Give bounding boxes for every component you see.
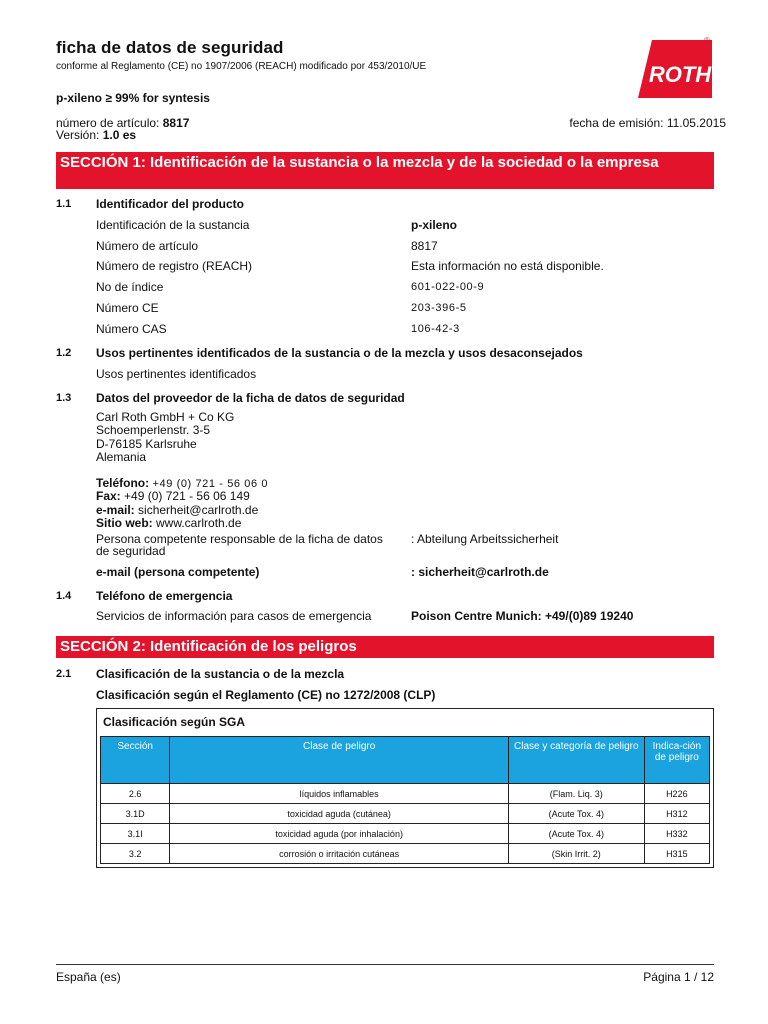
section-2-header: SECCIÓN 2: Identificación de los peligros <box>56 636 714 658</box>
website-link[interactable]: www.carlroth.de <box>156 516 242 530</box>
cell-hazard-class: corrosión o irritación cutáneas <box>170 844 509 864</box>
roth-logo <box>638 36 712 98</box>
responsible-value: : Abteilung Arbeitssicherheit <box>411 532 559 546</box>
address-line-1: Carl Roth GmbH + Co KG <box>96 410 235 424</box>
section-2-1-title: Clasificación de la sustancia o de la mezcla <box>96 667 345 681</box>
cell-section: 3.1D <box>101 804 170 824</box>
cell-hazard-class: líquidos inflamables <box>170 784 509 804</box>
issue-value: 11.05.2015 <box>666 116 726 130</box>
website <box>96 516 241 530</box>
article-number-value: 8817 <box>411 239 438 253</box>
index-number-label: No de índice <box>96 280 164 294</box>
cell-hazard-statement: H315 <box>644 844 709 864</box>
email <box>96 503 258 517</box>
competent-email-label: e-mail (persona competente) <box>96 565 260 579</box>
cell-hazard-statement: H312 <box>644 804 709 824</box>
ec-number-value: 203-396-5 <box>411 302 467 314</box>
cell-hazard-class: toxicidad aguda (por inhalación) <box>170 824 509 844</box>
issue-date <box>569 116 726 130</box>
logo-text: ROTH <box>648 62 712 87</box>
section-1-2-title: Usos pertinentes identificados de la sustancia o de la mezcla y usos desaconsejados <box>96 346 583 360</box>
version-label: Versión: <box>56 128 100 142</box>
footer-country: España (es) <box>56 970 121 984</box>
email-link[interactable]: sicherheit@carlroth.de <box>138 503 259 517</box>
responsible-label-1: Persona competente responsable de la ficha de datos <box>96 532 383 546</box>
cas-number-value: 106-42-3 <box>411 323 460 335</box>
cell-hazard-category: (Acute Tox. 4) <box>508 824 644 844</box>
emergency-value: Poison Centre Munich: +49/(0)89 19240 <box>411 609 634 623</box>
substance-id-value: p-xileno <box>411 218 458 232</box>
identified-uses: Usos pertinentes identificados <box>96 367 257 381</box>
col-hazard-class: Clase de peligro <box>170 737 509 784</box>
cell-hazard-category: (Skin Irrit. 2) <box>508 844 644 864</box>
address-line-4: Alemania <box>96 450 147 464</box>
reach-number-label: Número de registro (REACH) <box>96 259 253 273</box>
index-number-value: 601-022-00-9 <box>411 281 485 293</box>
ghs-title: Clasificación según SGA <box>103 715 246 729</box>
section-2-1-number: 2.1 <box>56 668 72 680</box>
cell-hazard-class: toxicidad aguda (cutánea) <box>170 804 509 824</box>
ghs-table <box>100 736 710 864</box>
phone <box>96 476 268 490</box>
product-name: p-xileno ≥ 99% for syntesis <box>56 91 210 105</box>
article-number-label: Número de artículo <box>96 239 199 253</box>
substance-id-label: Identificación de la sustancia <box>96 218 250 232</box>
regulation-subtitle: conforme al Reglamento (CE) no 1907/2006 (REACH) modificado por 453/2010/UE <box>56 61 427 72</box>
section-1-1-title: Identificador del producto <box>96 197 245 211</box>
fax <box>96 489 250 503</box>
col-hazard-statement: Indica-ción de peligro <box>644 737 709 784</box>
section-1-4-number: 1.4 <box>56 590 72 602</box>
address-line-3: D-76185 Karlsruhe <box>96 437 197 451</box>
table-row <box>101 824 710 844</box>
document-title: ficha de datos de seguridad <box>56 38 284 57</box>
ghs-classification-box <box>96 708 714 868</box>
website-label: Sitio web: <box>96 516 153 530</box>
cell-hazard-statement: H332 <box>644 824 709 844</box>
col-section: Sección <box>101 737 170 784</box>
registered-mark: ® <box>704 36 710 45</box>
cell-section: 3.2 <box>101 844 170 864</box>
cell-hazard-statement: H226 <box>644 784 709 804</box>
cell-hazard-category: (Acute Tox. 4) <box>508 804 644 824</box>
section-1-header: SECCIÓN 1: Identificación de la sustancia o la mezcla y de la sociedad o la empresa <box>56 152 714 189</box>
phone-value[interactable]: +49 (0) 721 - 56 06 0 <box>152 478 269 490</box>
ec-number-label: Número CE <box>96 301 159 315</box>
section-1-4-title: Teléfono de emergencia <box>96 589 233 603</box>
article-label: número de artículo: <box>56 116 160 130</box>
clp-classification-title: Clasificación según el Reglamento (CE) no 1272/2008 (CLP) <box>96 688 436 702</box>
footer-divider <box>56 964 714 965</box>
emergency-label: Servicios de información para casos de emergencia <box>96 609 372 623</box>
competent-email-value[interactable]: : sicherheit@carlroth.de <box>411 565 549 579</box>
responsible-label-2: de seguridad <box>96 544 166 558</box>
article-value: 8817 <box>162 116 190 130</box>
cell-section: 3.1I <box>101 824 170 844</box>
table-row <box>101 804 710 824</box>
fax-value: +49 (0) 721 - 56 06 149 <box>124 489 250 503</box>
phone-label: Teléfono: <box>96 476 150 490</box>
table-row <box>101 784 710 804</box>
reach-number-value: Esta información no está disponible. <box>411 259 604 273</box>
section-1-3-number: 1.3 <box>56 392 72 404</box>
version <box>56 128 136 142</box>
cell-section: 2.6 <box>101 784 170 804</box>
col-hazard-category: Clase y categoría de peligro <box>508 737 644 784</box>
version-value: 1.0 es <box>102 128 137 142</box>
section-1-3-title: Datos del proveedor de la ficha de datos de seguridad <box>96 391 405 405</box>
cell-hazard-category: (Flam. Liq. 3) <box>508 784 644 804</box>
section-1-2-number: 1.2 <box>56 347 72 359</box>
section-1-1-number: 1.1 <box>56 198 72 210</box>
table-header-row <box>101 737 710 784</box>
email-label: e-mail: <box>96 503 135 517</box>
cas-number-label: Número CAS <box>96 322 167 336</box>
address-line-2: Schoemperlenstr. 3-5 <box>96 423 211 437</box>
fax-label: Fax: <box>96 489 121 503</box>
footer-page-number: Página 1 / 12 <box>643 970 714 984</box>
table-row <box>101 844 710 864</box>
issue-label: fecha de emisión: <box>569 116 664 130</box>
